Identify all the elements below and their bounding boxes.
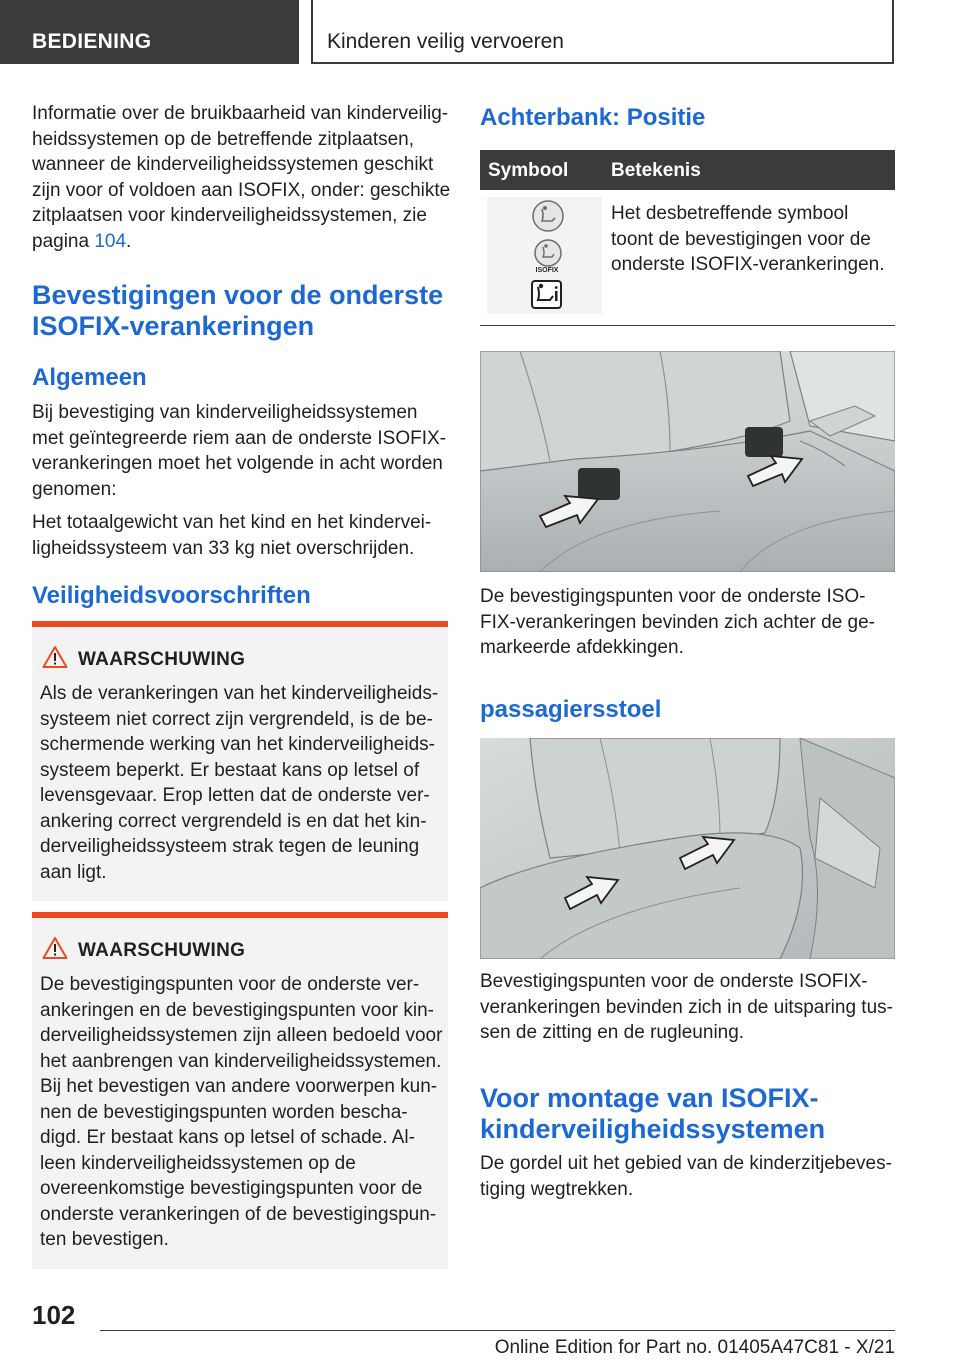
symbol-meaning: [611, 201, 896, 278]
text-line: Informatie over de bruikbaarheid van kinderveilig‐: [32, 103, 449, 124]
heading-line: Bevestigingen voor de onderste: [32, 280, 444, 310]
text-line: Als de verankeringen van het kinderveiligheids‐: [40, 683, 439, 704]
text-line: het aanbrengen van kinderveiligheidssystemen.: [40, 1050, 442, 1072]
text-line: Het desbetreffende symbool: [611, 203, 849, 224]
text-line: ligheidssysteem van 33 kg niet overschrijden.: [32, 537, 415, 559]
text-line: Bevestigingspunten voor de onderste ISOFIX-: [480, 971, 868, 992]
text-line: FIX-verankeringen bevinden zich achter de ge‐: [480, 611, 876, 633]
warning-box: [32, 621, 448, 901]
table-divider: [480, 325, 895, 326]
text-line: De gordel uit het gebied van de kinderzitjebeves‐: [480, 1153, 892, 1174]
header-section-label: BEDIENING: [32, 30, 152, 53]
table-header: [480, 150, 895, 190]
text-line: verankeringen moet het volgende in acht worden: [32, 453, 443, 474]
footer-divider: [100, 1330, 895, 1331]
text-line: aan ligt.: [40, 861, 107, 883]
warning-title: WAARSCHUWING: [78, 940, 246, 961]
header-section-tab: [0, 0, 299, 64]
isofix-symbol-icon: [487, 197, 602, 314]
rear-seat-isofix-illustration: [480, 351, 895, 572]
isofix-symbol-label: ISOFIX: [535, 267, 559, 274]
heading-veiligheidsvoorschriften: Veiligheidsvoorschriften: [32, 582, 311, 609]
text-line: ten bevestigen.: [40, 1229, 169, 1250]
symbol-cell: [487, 197, 602, 314]
text-line: Het totaalgewicht van het kind en het kindervei‐: [32, 512, 432, 533]
text-line: toont de bevestigingen voor de: [611, 228, 871, 250]
text-line: leen kinderveiligheidssystemen op de: [40, 1152, 356, 1174]
text-line: Bij bevestiging van kinderveiligheidssystemen: [32, 402, 418, 423]
column-header-betekenis: Betekenis: [611, 160, 701, 181]
header-title-tab: [311, 0, 894, 64]
heading-line: Voor montage van ISOFIX-: [480, 1083, 819, 1113]
montage-paragraph: [480, 1151, 900, 1202]
text-line: schermende werking van het kinderveiligheids‐: [40, 734, 435, 755]
text-line: heidssystemen op de betreffende zitplaatsen,: [32, 128, 415, 150]
text-line: ankeringen en de bevestigingspunten voor kin‐: [40, 999, 434, 1021]
heading-passagiersstoel: passagiersstoel: [480, 696, 662, 723]
heading-achterbank-positie: Achterbank: Positie: [480, 104, 706, 131]
warning-triangle-icon: [42, 936, 68, 960]
text-line: wanneer de kinderveiligheidssystemen geschikt: [32, 154, 434, 175]
passenger-seat-isofix-illustration: [480, 738, 895, 959]
text-fragment: .: [126, 230, 132, 252]
text-line: genomen:: [32, 478, 117, 500]
text-line: systeem beperkt. Er bestaat kans op letsel of: [40, 759, 420, 781]
text-line: overeenkomstige bevestigingspunten voor de: [40, 1178, 423, 1199]
footer-edition: Online Edition for Part no. 01405A47C81 - X/21: [494, 1337, 895, 1358]
text-line: De bevestigingspunten voor de onderste ver‐: [40, 974, 420, 995]
text-line: ankering correct vergrendeld is en dat het kin‐: [40, 810, 427, 832]
text-line: systeem niet correct zijn vergrendeld, is de be‐: [40, 708, 433, 730]
text-line: tiging wegtrekken.: [480, 1178, 634, 1200]
text-line: sen de zitting en de rugleuning.: [480, 1022, 745, 1043]
text-line: zijn voor of voldoen aan ISOFIX, onder: geschikte: [32, 179, 451, 201]
text-line: markeerde afdekkingen.: [480, 637, 684, 658]
text-line: [32, 229, 452, 255]
heading-line: ISOFIX-verankeringen: [32, 311, 315, 341]
heading-algemeen: Algemeen: [32, 364, 147, 391]
column-header-symbool: Symbool: [488, 160, 569, 181]
text-fragment: pagina: [32, 230, 95, 252]
intro-paragraph: [32, 101, 452, 254]
caption-passenger-seat: [480, 969, 900, 1046]
page-reference-link[interactable]: 104: [94, 230, 127, 252]
text-line: met geïntegreerde riem aan de onderste ISOFIX-: [32, 427, 446, 449]
warning-text: [40, 681, 444, 885]
warning-text: [40, 972, 444, 1253]
text-line: derveiligheidssysteem strak tegen de leuning: [40, 836, 420, 857]
text-line: levensgevaar. Erop letten dat de onderste ver‐: [40, 785, 430, 806]
text-line: onderste ISOFIX-verankeringen.: [611, 254, 885, 275]
text-line: zitplaatsen voor kinderveiligheidssystemen, zie: [32, 205, 427, 226]
header-title: Kinderen veilig vervoeren: [327, 30, 564, 53]
heading-line: kinderveiligheidssystemen: [480, 1114, 826, 1144]
warning-box: [32, 912, 448, 1269]
passenger-seat-illustration: [480, 738, 895, 959]
text-line: Bij het bevestigen van andere voorwerpen kun‐: [40, 1076, 438, 1097]
caption-rear-seat: [480, 584, 900, 661]
heading-voor-montage: [480, 1083, 900, 1145]
page-number: 102: [32, 1300, 76, 1330]
text-line: nen de bevestigingspunten worden bescha‐: [40, 1101, 408, 1123]
heading-isofix-bevestigingen: [32, 280, 452, 342]
warning-title: WAARSCHUWING: [78, 649, 246, 670]
algemeen-paragraph: [32, 400, 452, 561]
text-line: verankeringen bevinden zich in de uitsparing tus‐: [480, 996, 893, 1018]
text-line: digd. Er bestaat kans op letsel of schade. Al‐: [40, 1127, 415, 1148]
warning-triangle-icon: [42, 645, 68, 669]
text-line: onderste verankeringen of de bevestigingspun‐: [40, 1203, 437, 1225]
text-line: derveiligheidssystemen zijn alleen bedoeld voor: [40, 1025, 443, 1046]
rear-seat-illustration: [480, 351, 895, 572]
text-line: De bevestigingspunten voor de onderste ISO‐: [480, 586, 866, 607]
